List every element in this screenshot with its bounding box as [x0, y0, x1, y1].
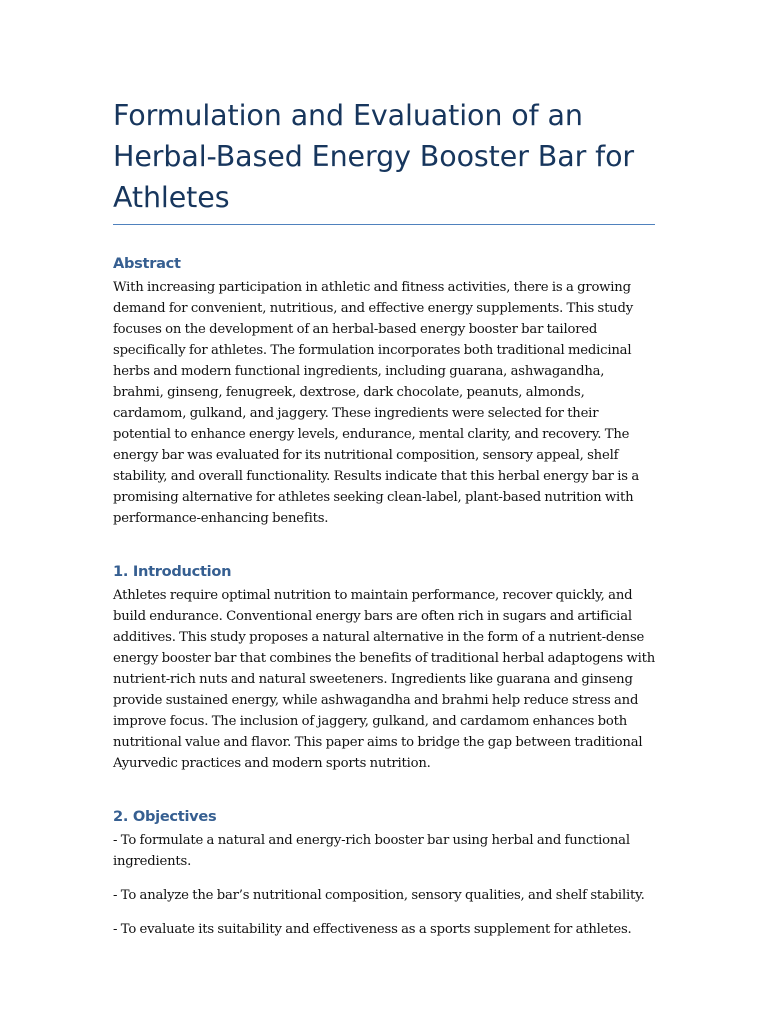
objective-item: - To analyze the bar’s nutritional composition, sensory qualities, and shelf stability. [113, 888, 645, 903]
introduction-heading: 1. Introduction [113, 563, 232, 580]
abstract-paragraph: With increasing participation in athletic and fitness activities, there is a growing demand for convenient, nutritious, and effective energy supplements. This study focuses on the development of an herbal-based energy booster bar tailored specifically for athletes. The formulation incorporates both traditional medicinal herbs and modern functional ingredients, including guarana, ashwagandha, brahmi, ginseng, fenugreek, dextrose, dark chocolate, peanuts, almonds, cardamom, gulkand, and jaggery. These ingredients were selected for their potential to enhance energy levels, endurance, mental clarity, and recovery. The energy bar was evaluated for its nutritional composition, sensory appeal, shelf stability, and overall functionality. Results indicate that this herbal energy bar is a promising alternative for athletes seeking clean-label, plant-based nutrition with performance-enhancing benefits. [113, 280, 640, 526]
objective-item: - To formulate a natural and energy-rich booster bar using herbal and functional ingredients. [113, 833, 630, 869]
introduction-paragraph: Athletes require optimal nutrition to maintain performance, recover quickly, and build endurance. Conventional energy bars are often rich in sugars and artificial additives. This study proposes a natural alternative in the form of a nutrient-dense energy booster bar that combines the benefits of traditional herbal adaptogens with nutrient-rich nuts and natural sweeteners. Ingredients like guarana and ginseng provide sustained energy, while ashwagandha and brahmi help reduce stress and improve focus. The inclusion of jaggery, gulkand, and cardamom enhances both nutritional value and flavor. This paper aims to bridge the gap between traditional Ayurvedic practices and modern sports nutrition. [113, 588, 655, 771]
objectives-list [113, 830, 655, 940]
document-title: Formulation and Evaluation of an Herbal-Based Energy Booster Bar for Athletes [113, 95, 655, 225]
document-content [113, 95, 655, 953]
abstract-heading: Abstract [113, 255, 181, 272]
objectives-heading: 2. Objectives [113, 808, 217, 825]
objective-item: - To evaluate its suitability and effectiveness as a sports supplement for athletes. [113, 922, 632, 937]
